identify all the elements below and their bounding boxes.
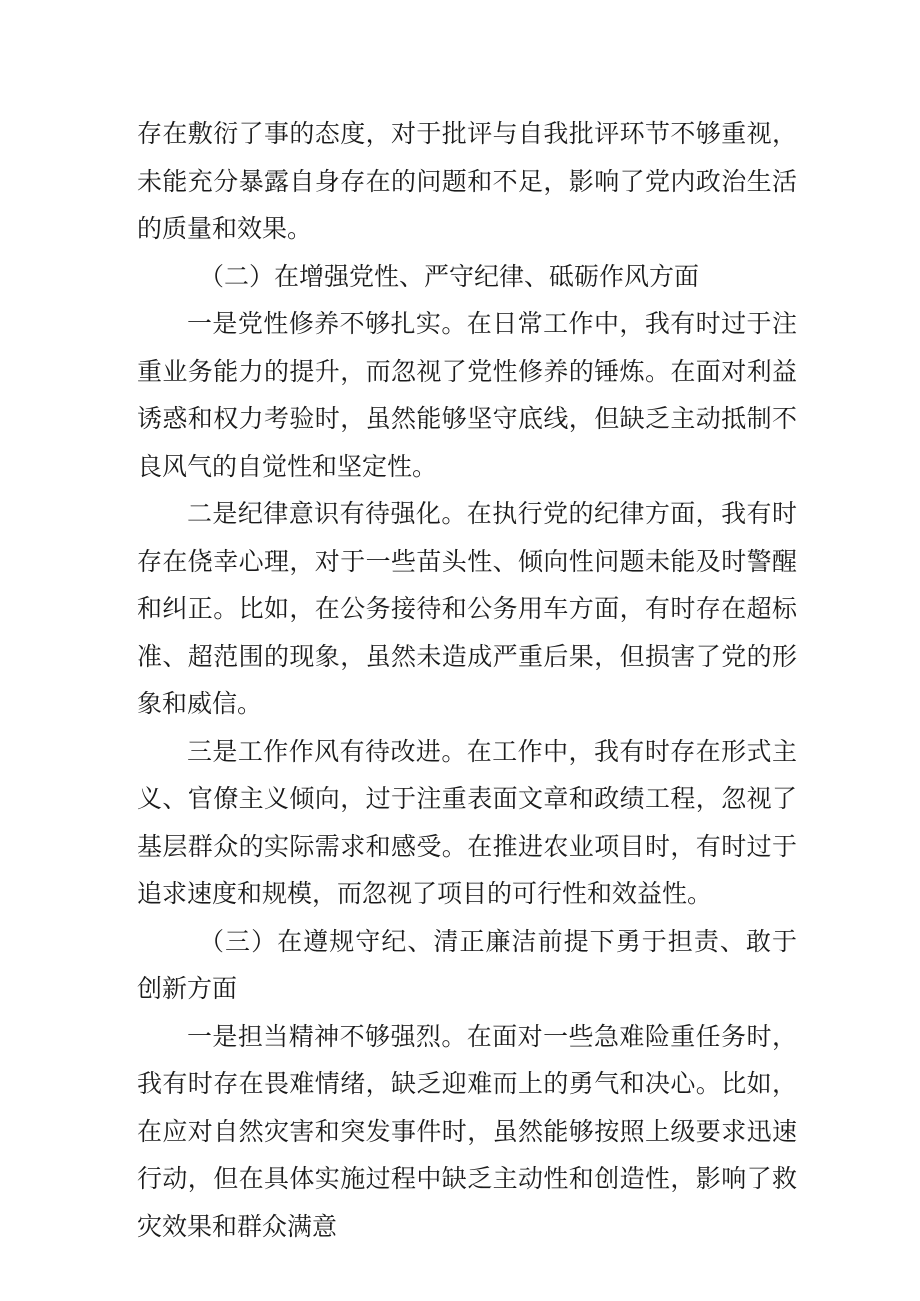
paragraph-continued: 存在敷衍了事的态度，对于批评与自我批评环节不够重视，未能充分暴露自身存在的问题和不足，影响了党内政治生活的质量和效果。 [137, 119, 797, 243]
paragraph-discipline: 二是纪律意识有待强化。在执行党的纪律方面，我有时存在侥幸心理，对于一些苗头性、倾向性问题未能及时警醒和纠正。比如，在公务接待和公务用车方面，有时存在超标准、超范围的现象，虽然未造成严重后果，但损害了党的形象和威信。 [137, 499, 797, 718]
document-body [137, 110, 797, 1250]
paragraph-work-style: 三是工作作风有待改进。在工作中，我有时存在形式主义、官僚主义倾向，过于注重表面文章和政绩工程，忽视了基层群众的实际需求和感受。在推进农业项目时，有时过于追求速度和规模，而忽视了项目的可行性和效益性。 [137, 736, 797, 908]
section-heading-2: （二）在增强党性、严守纪律、砥砺作风方面 [199, 261, 700, 291]
section-heading-3: （三）在遵规守纪、清正廉洁前提下勇于担责、敢于创新方面 [137, 926, 797, 1003]
paragraph-party-spirit: 一是党性修养不够扎实。在日常工作中，我有时过于注重业务能力的提升，而忽视了党性修养的锤炼。在面对利益诱惑和权力考验时，虽然能够坚守底线，但缺乏主动抵制不良风气的自觉性和坚定性。 [137, 309, 797, 481]
paragraph-responsibility: 一是担当精神不够强烈。在面对一些急难险重任务时，我有时存在畏难情绪，缺乏迎难而上的勇气和决心。比如，在应对自然灾害和突发事件时，虽然能够按照上级要求迅速行动，但在具体实施过程中缺乏主动性和创造性，影响了救灾效果和群众满意 [137, 1021, 797, 1241]
